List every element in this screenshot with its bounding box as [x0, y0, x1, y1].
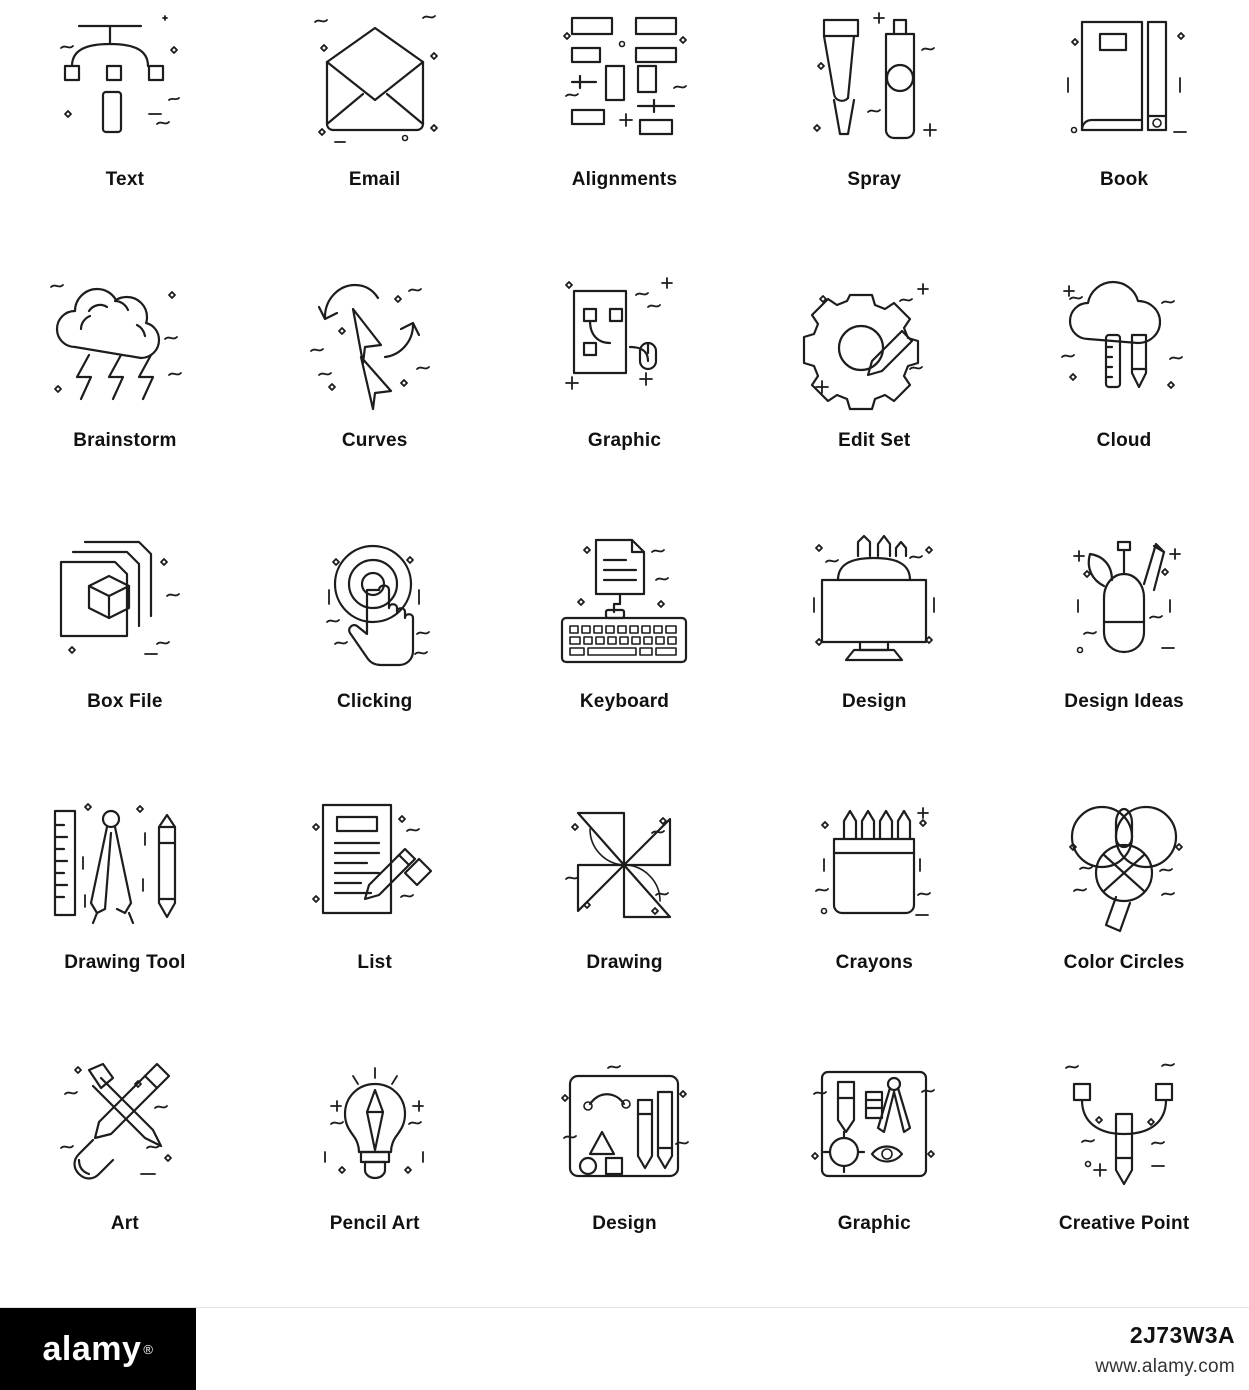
- drawing-tool-icon: [45, 787, 205, 947]
- spray-icon: [794, 4, 954, 164]
- keyboard-icon: [544, 526, 704, 686]
- icon-label: Brainstorm: [73, 430, 177, 451]
- icon-cell-design-ideas[interactable]: [999, 522, 1249, 783]
- icon-cell-curves[interactable]: [250, 261, 500, 522]
- icon-cell-alignments[interactable]: [500, 0, 750, 261]
- icon-label: List: [357, 952, 392, 973]
- alamy-logo: [0, 1308, 196, 1390]
- alamy-trademark: ®: [143, 1341, 154, 1357]
- crayons-icon: [794, 787, 954, 947]
- icon-label: Text: [105, 169, 145, 190]
- icon-cell-design-2[interactable]: [500, 1044, 750, 1305]
- icon-cell-drawing[interactable]: [500, 783, 750, 1044]
- graphic-2-icon: [794, 1048, 954, 1208]
- icon-cell-design[interactable]: [749, 522, 999, 783]
- drawing-icon: [544, 787, 704, 947]
- email-icon: [295, 4, 455, 164]
- icon-label: Graphic: [587, 430, 662, 451]
- icon-cell-drawing-tool[interactable]: [0, 783, 250, 1044]
- icon-label: Spray: [847, 169, 902, 190]
- list-icon: [295, 787, 455, 947]
- icon-cell-list[interactable]: [250, 783, 500, 1044]
- graphic-icon: [544, 265, 704, 425]
- cloud-icon: [1044, 265, 1204, 425]
- icon-label: Pencil Art: [329, 1213, 420, 1234]
- icon-label: Design: [842, 691, 907, 712]
- icon-label: Box File: [87, 691, 163, 712]
- icon-cell-spray[interactable]: [749, 0, 999, 261]
- icon-label: Clicking: [336, 691, 413, 712]
- icon-cell-crayons[interactable]: [749, 783, 999, 1044]
- icon-cell-creative-point[interactable]: [999, 1044, 1249, 1305]
- brainstorm-icon: [45, 265, 205, 425]
- pencil-art-icon: [295, 1048, 455, 1208]
- image-id: 2J73W3A: [1129, 1322, 1235, 1348]
- creative-point-icon: [1044, 1048, 1204, 1208]
- icon-cell-art[interactable]: [0, 1044, 250, 1305]
- icon-label: Art: [110, 1213, 139, 1234]
- icon-cell-graphic[interactable]: [500, 261, 750, 522]
- edit-set-icon: [794, 265, 954, 425]
- icon-cell-brainstorm[interactable]: [0, 261, 250, 522]
- stock-footer: [0, 1307, 1249, 1390]
- icon-label: Drawing: [586, 952, 663, 973]
- icon-cell-edit-set[interactable]: [749, 261, 999, 522]
- icon-cell-clicking[interactable]: [250, 522, 500, 783]
- icon-cell-email[interactable]: [250, 0, 500, 261]
- icon-cell-keyboard[interactable]: [500, 522, 750, 783]
- box-file-icon: [45, 526, 205, 686]
- color-circles-icon: [1044, 787, 1204, 947]
- icon-label: Design Ideas: [1064, 691, 1184, 712]
- text-icon: [45, 4, 205, 164]
- icon-label: Design: [592, 1213, 657, 1234]
- icon-label: Color Circles: [1063, 952, 1185, 973]
- icon-label: Cloud: [1096, 430, 1152, 451]
- curves-icon: [295, 265, 455, 425]
- icon-cell-pencil-art[interactable]: [250, 1044, 500, 1305]
- icon-cell-cloud[interactable]: [999, 261, 1249, 522]
- icon-label: Crayons: [835, 952, 913, 973]
- icon-cell-graphic-2[interactable]: [749, 1044, 999, 1305]
- icon-cell-color-circles[interactable]: [999, 783, 1249, 1044]
- art-icon: [45, 1048, 205, 1208]
- icon-label: Keyboard: [579, 691, 670, 712]
- clicking-icon: [295, 526, 455, 686]
- alamy-url: www.alamy.com: [1095, 1356, 1235, 1377]
- icon-label: Alignments: [571, 169, 678, 190]
- alignments-icon: [544, 4, 704, 164]
- icon-label: Book: [1099, 169, 1149, 190]
- icon-label: Creative Point: [1058, 1213, 1190, 1234]
- icon-label: Email: [348, 169, 401, 190]
- icon-cell-book[interactable]: [999, 0, 1249, 261]
- alamy-wordmark: alamy: [42, 1329, 142, 1368]
- icon-cell-box-file[interactable]: [0, 522, 250, 783]
- icon-label: Drawing Tool: [64, 952, 186, 973]
- design-ideas-icon: [1044, 526, 1204, 686]
- icon-cell-text[interactable]: [0, 0, 250, 261]
- icon-label: Edit Set: [838, 430, 911, 451]
- book-icon: [1044, 4, 1204, 164]
- design-2-icon: [544, 1048, 704, 1208]
- icon-label: Graphic: [837, 1213, 911, 1234]
- icon-label: Curves: [341, 430, 408, 451]
- design-icon: [794, 526, 954, 686]
